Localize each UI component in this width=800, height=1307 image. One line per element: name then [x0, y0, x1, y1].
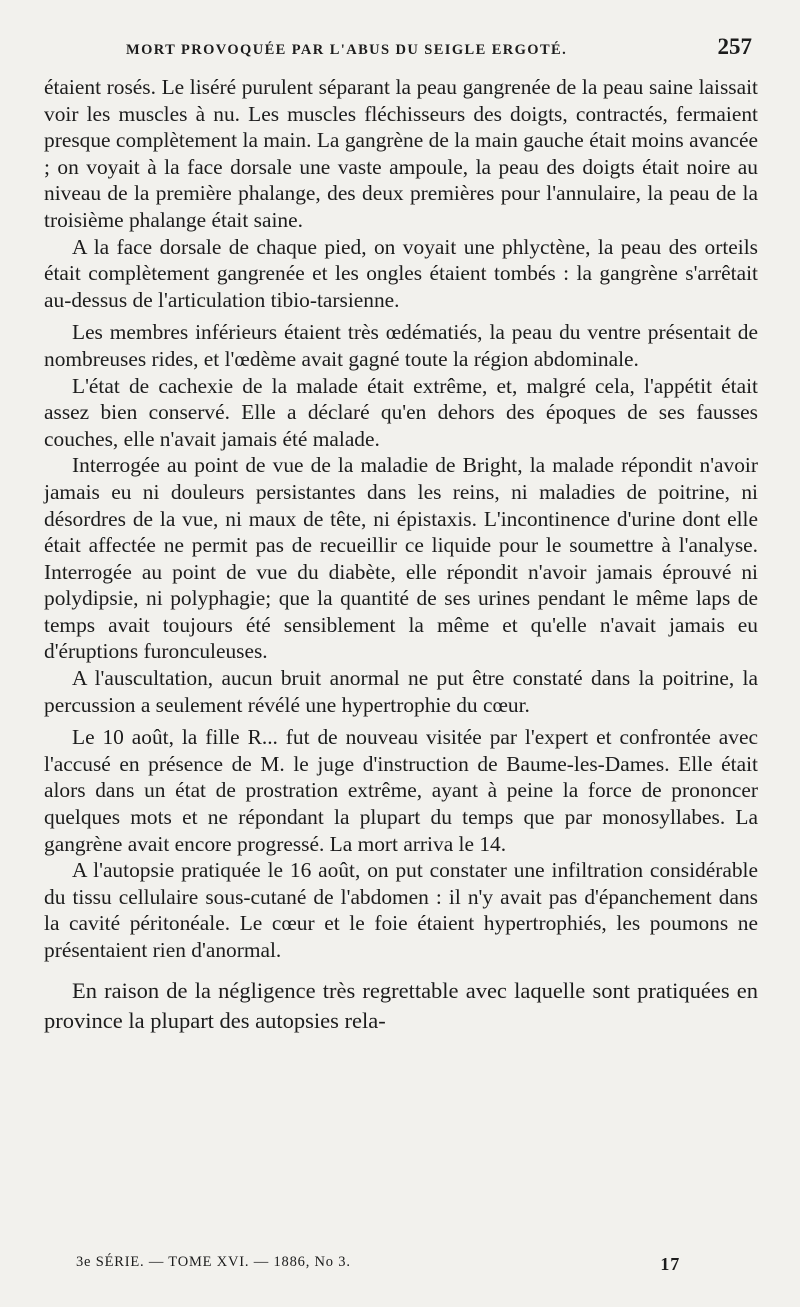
running-title: MORT PROVOQUÉE PAR L'ABUS DU SEIGLE ERGOTÉ.	[126, 42, 568, 58]
paragraph: Les membres inférieurs étaient très œdématiés, la peau du ventre présentait de nombreuses rides, et l'œdème avait gagné toute la région abdominale.	[44, 320, 758, 371]
page-footer	[76, 1254, 680, 1275]
signature-mark: 17	[660, 1254, 680, 1274]
paragraph: Interrogée au point de vue de la maladie de Bright, la malade répondit n'avoir jamais eu ni douleurs persistantes dans les reins, ni maladies de poitrine, ni désordres de la vue, ni maux de tête, ni épistaxis. L'incontinence d'urine dont elle était affectée ne permit pas de recueillir ce liquide pour le soumettre à l'analyse. Interrogée au point de vue du diabète, elle répondit n'avoir jamais éprouvé ni polydipsie, ni polyphagie; que la quantité de ses urines pendant le même laps de temps avait toujours été sensiblement la même et qu'elle n'avait jamais eu d'éruptions furonculeuses.	[44, 453, 758, 664]
paragraph: En raison de la négligence très regrettable avec laquelle sont pratiquées en province la plupart des autopsies rela-	[44, 977, 758, 1033]
paragraph: L'état de cachexie de la malade était extrême, et, malgré cela, l'appétit était assez bien conservé. Elle a déclaré qu'en dehors des époques de ses fausses couches, elle n'avait jamais été malade.	[44, 373, 758, 451]
paragraph: étaient rosés. Le liséré purulent séparant la peau gangrenée de la peau saine laissait voir les muscles à nu. Les muscles fléchisseurs des doigts, contractés, fermaient presque complètement la main. La gangrène de la main gauche était moins avancée ; on voyait à la face dorsale une vaste ampoule, la peau des doigts était noire au niveau de la première phalange, des deux premières pour l'annulaire, la peau de la troisième phalange était saine.	[44, 75, 758, 232]
series-info: 3e SÉRIE. — TOME XVI. — 1886, No 3.	[76, 1254, 351, 1270]
paragraph: Le 10 août, la fille R... fut de nouveau visitée par l'expert et confrontée avec l'accusé en présence de M. le juge d'instruction de Baume-les-Dames. Elle était alors dans un état de prostration extrême, ayant à peine la force de prononcer quelques mots et ne répondant la plupart du temps que par monosyllabes. La gangrène avait encore progressé. La mort arriva le 14.	[44, 725, 758, 856]
page-number: 257	[717, 34, 752, 59]
paragraph: A la face dorsale de chaque pied, on voyait une phlyctène, la peau des orteils était complètement gangrenée et les ongles étaient tombés : la gangrène s'arrêtait au-dessus de l'articulation tibio-tarsienne.	[44, 234, 758, 312]
body-text	[44, 74, 758, 1036]
paragraph: A l'auscultation, aucun bruit anormal ne put être constaté dans la poitrine, la percussion a seulement révélé une hypertrophie du cœur.	[44, 666, 758, 717]
book-page	[44, 34, 758, 1036]
paragraph: A l'autopsie pratiquée le 16 août, on put constater une infiltration considérable du tissu cellulaire sous-cutané de l'abdomen : il n'y avait pas d'épanchement dans la cavité péritonéale. Le cœur et le foie étaient hypertrophiés, les poumons ne présentaient rien d'anormal.	[44, 858, 758, 962]
running-header	[44, 34, 758, 74]
